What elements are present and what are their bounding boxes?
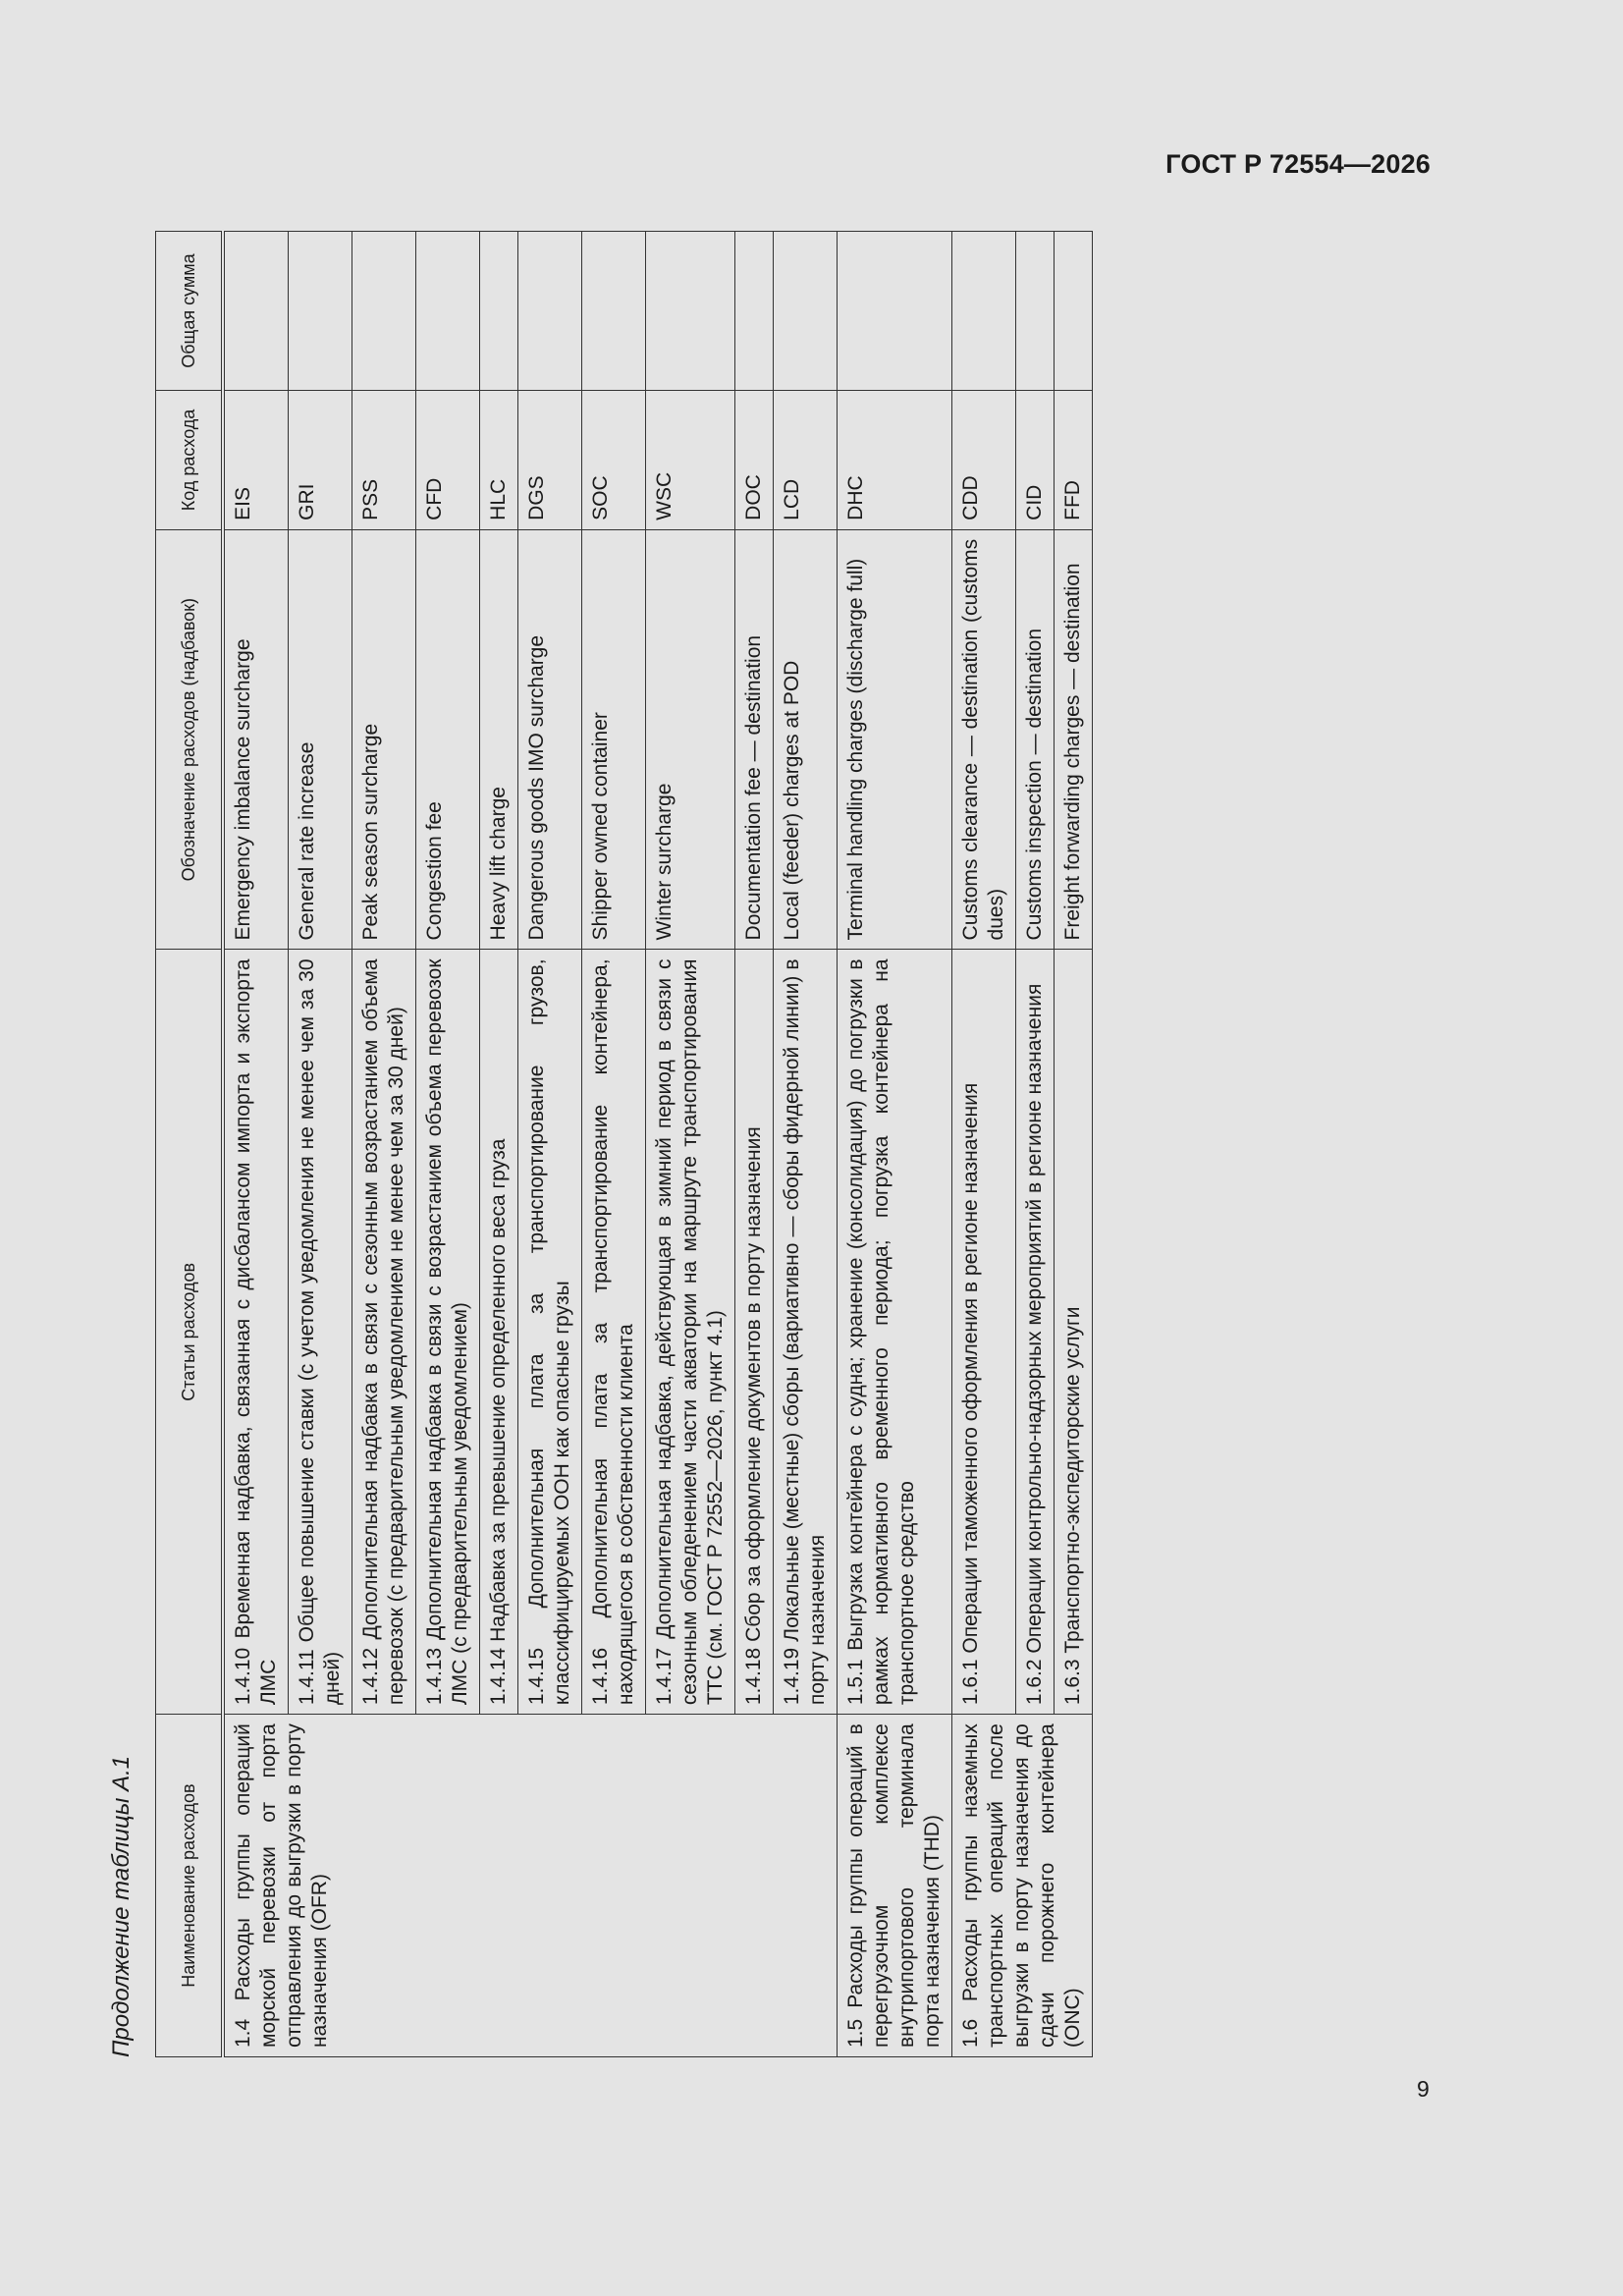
total-cell [582, 232, 646, 391]
total-cell [518, 232, 582, 391]
code-cell: CFD [416, 391, 480, 530]
code-cell: SOC [582, 391, 646, 530]
item-cell: 1.4.14 Надбавка за превышение определенного веса груза [480, 950, 518, 1715]
expenses-table [155, 231, 1093, 2057]
designation-cell: General rate increase [289, 529, 352, 950]
designation-cell: Emergency imbalance surcharge [223, 529, 289, 950]
designation-cell: Local (feeder) charges at POD [774, 529, 838, 950]
item-cell: 1.4.16 Дополнительная плата за транспортирование контейнера, находящегося в собственности клиента [582, 950, 646, 1715]
item-cell: 1.4.15 Дополнительная плата за транспортирование грузов, классифицируемых ООН как опасные грузы [518, 950, 582, 1715]
designation-cell: Winter surcharge [646, 529, 735, 950]
item-cell: 1.4.12 Дополнительная надбавка в связи с сезонным возрастанием объема перевозок (с предварительным уведомлением не менее чем за 30 дней) [352, 950, 416, 1715]
total-cell [952, 232, 1016, 391]
table-row [223, 232, 289, 2057]
group-name-cell: 1.5 Расходы группы операций в перегрузочном комплексе внутрипортового терминала порта назначения (THD) [838, 1715, 952, 2057]
column-header-name: Наименование расходов [156, 1715, 224, 2057]
designation-cell: Documentation fee — destination [735, 529, 774, 950]
designation-cell: Customs clearance — destination (customs dues) [952, 529, 1016, 950]
table-caption: Продолжение таблицы А.1 [108, 1755, 135, 2057]
total-cell [480, 232, 518, 391]
total-cell [735, 232, 774, 391]
total-cell [289, 232, 352, 391]
designation-cell: Peak season surcharge [352, 529, 416, 950]
code-cell: GRI [289, 391, 352, 530]
designation-cell: Heavy lift charge [480, 529, 518, 950]
total-cell [1055, 232, 1093, 391]
item-cell: 1.6.3 Транспортно-экспедиторские услуги [1055, 950, 1093, 1715]
total-cell [774, 232, 838, 391]
designation-cell: Congestion fee [416, 529, 480, 950]
standard-code: ГОСТ Р 72554—2026 [1165, 149, 1431, 179]
total-cell [223, 232, 289, 391]
item-cell: 1.4.11 Общее повышение ставки (с учетом уведомления не менее чем за 30 дней) [289, 950, 352, 1715]
item-cell: 1.4.18 Сбор за оформление документов в порту назначения [735, 950, 774, 1715]
item-cell: 1.4.19 Локальные (местные) сборы (вариативно — сборы фидерной линии) в порту назначения [774, 950, 838, 1715]
item-cell: 1.5.1 Выгрузка контейнера с судна; хранение (консолидация) до погрузки в рамках нормативного временного периода; погрузка контейнера на транспортное средство [838, 950, 952, 1715]
table-row [838, 232, 952, 2057]
table-header-row [156, 232, 224, 2057]
code-cell: DHC [838, 391, 952, 530]
total-cell [352, 232, 416, 391]
column-header-code: Код расхода [156, 391, 224, 530]
code-cell: CDD [952, 391, 1016, 530]
page-number: 9 [1417, 2076, 1430, 2102]
code-cell: DOC [735, 391, 774, 530]
rotated-table-frame [108, 231, 1424, 2057]
column-header-total: Общая сумма [156, 232, 224, 391]
designation-cell: Terminal handling charges (discharge full) [838, 529, 952, 950]
item-cell: 1.4.13 Дополнительная надбавка в связи с возрастанием объема перевозок ЛМС (с предварительным уведомлением) [416, 950, 480, 1715]
table-row [952, 232, 1016, 2057]
code-cell: DGS [518, 391, 582, 530]
column-header-designation: Обозначение расходов (надбавок) [156, 529, 224, 950]
code-cell: CID [1016, 391, 1055, 530]
item-cell: 1.6.1 Операции таможенного оформления в регионе назначения [952, 950, 1016, 1715]
item-cell: 1.4.17 Дополнительная надбавка, действующая в зимний период в связи с сезонным обледенением части акватории на маршруте транспортирования ТТС (см. ГОСТ Р 72552—2026, пункт 4.1) [646, 950, 735, 1715]
code-cell: EIS [223, 391, 289, 530]
total-cell [646, 232, 735, 391]
designation-cell: Dangerous goods IMO surcharge [518, 529, 582, 950]
total-cell [1016, 232, 1055, 391]
column-header-items: Статьи расходов [156, 950, 224, 1715]
designation-cell: Freight forwarding charges — destination [1055, 529, 1093, 950]
code-cell: HLC [480, 391, 518, 530]
item-cell: 1.6.2 Операции контрольно-надзорных мероприятий в регионе назначения [1016, 950, 1055, 1715]
total-cell [416, 232, 480, 391]
code-cell: PSS [352, 391, 416, 530]
code-cell: FFD [1055, 391, 1093, 530]
group-name-cell: 1.4 Расходы группы операций морской перевозки от порта отправления до выгрузки в порту назначения (OFR) [223, 1715, 838, 2057]
designation-cell: Shipper owned container [582, 529, 646, 950]
total-cell [838, 232, 952, 391]
group-name-cell: 1.6 Расходы группы наземных транспортных операций после выгрузки в порту назначения до сдачи порожнего контейнера (ONC) [952, 1715, 1093, 2057]
code-cell: WSC [646, 391, 735, 530]
code-cell: LCD [774, 391, 838, 530]
item-cell: 1.4.10 Временная надбавка, связанная с дисбалансом импорта и экспорта ЛМС [223, 950, 289, 1715]
designation-cell: Customs inspection — destination [1016, 529, 1055, 950]
